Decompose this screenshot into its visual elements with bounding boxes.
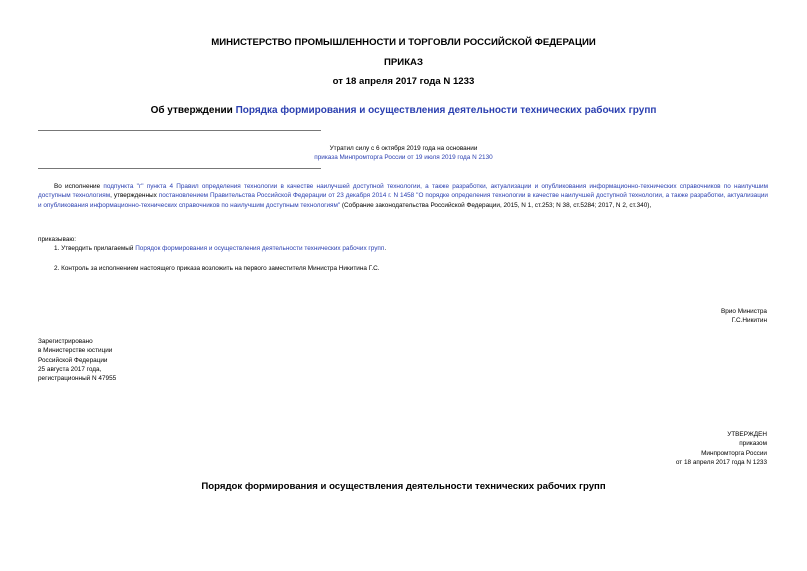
- signature-block: [721, 307, 767, 326]
- signature-name: Г.С.Никитин: [731, 317, 767, 325]
- document-title: [0, 105, 807, 116]
- approved-line: УТВЕРЖДЕН: [727, 431, 767, 438]
- preamble-paragraph: Во исполнение подпункта "г" пункта 4 Правил определения технологии в качестве наилучшей доступной технологии, а также разработки, актуализации и опубликования информационно-технических справочников по наилучшим доступным технологиям, утвержденных постановлением Правительства Российской Федерации от 23 декабря 2014 г. N 1458 "О порядке определения технологии в качестве наилучшей доступной технологии, а также разработки, актуализации и опубликования информационно-технических справочников по наилучшим доступным технологиям" (Собрание законодательства Российской Федерации, 2015, N 1, ст.253; N 38, ст.5284; 2017, N 2, ст.340),: [38, 183, 768, 209]
- registration-line: Зарегистрировано: [38, 338, 93, 345]
- status-link[interactable]: приказа Минпромторга России от 19 июля 2019 года N 2130: [314, 154, 493, 162]
- annex-title: Порядок формирования и осуществления деятельности технических рабочих групп: [201, 481, 606, 492]
- registration-line: регистрационный N 47955: [38, 375, 117, 383]
- prikazyvayu-text: приказываю:: [38, 236, 76, 243]
- order-item-1: 1. Утвердить прилагаемый Порядок формирования и осуществления деятельности технических рабочих групп.: [54, 245, 387, 252]
- registration-line: 25 августа 2017 года,: [38, 365, 102, 373]
- order-item-2: 2. Контроль за исполнением настоящего приказа возложить на первого заместителя Министра Никитина Г.С.: [54, 265, 380, 272]
- approved-line: приказом: [739, 440, 767, 448]
- registration-block: [38, 337, 116, 383]
- approved-block: [676, 430, 767, 467]
- title-prefix: Об утверждении: [150, 105, 236, 116]
- status-note: [0, 144, 807, 163]
- preamble-link-rules[interactable]: подпункта "г" пункта 4 Правил определения технологии в качестве наилучшей доступной технологии, а также разработки, актуализации и опубликования информационно-технических справочников по наилучшим доступным технологиям: [38, 183, 768, 200]
- registration-line: в Министерстве юстиции: [38, 347, 113, 355]
- ministry-heading: МИНИСТЕРСТВО ПРОМЫШЛЕННОСТИ И ТОРГОВЛИ РОССИЙСКОЙ ФЕДЕРАЦИИ: [211, 37, 596, 48]
- doc-date-number: от 18 апреля 2017 года N 1233: [332, 76, 475, 87]
- approved-line: от 18 апреля 2017 года N 1233: [675, 458, 767, 466]
- divider-bottom: [38, 168, 321, 169]
- title-link[interactable]: Порядка формирования и осуществления деятельности технических рабочих групп: [235, 105, 657, 116]
- doc-type-heading: ПРИКАЗ: [384, 57, 423, 68]
- divider-top: [38, 130, 321, 131]
- preamble-link-resolution[interactable]: постановлением Правительства Российской Федерации от 23 декабря 2014 г. N 1458 "О порядке определения технологии в качестве наилучшей доступной технологии, а также разработки, актуализации и опубликования информационно-технических справочников по наилучшим доступным технологиям": [38, 192, 768, 209]
- status-line-1: Утратил силу с 6 октября 2019 года на основании: [329, 145, 478, 152]
- order-item-1-link[interactable]: Порядок формирования и осуществления деятельности технических рабочих групп: [135, 245, 385, 252]
- approved-line: Минпромторга России: [701, 449, 767, 457]
- signature-title: Врио Министра: [721, 308, 767, 315]
- registration-line: Российской Федерации: [38, 356, 108, 364]
